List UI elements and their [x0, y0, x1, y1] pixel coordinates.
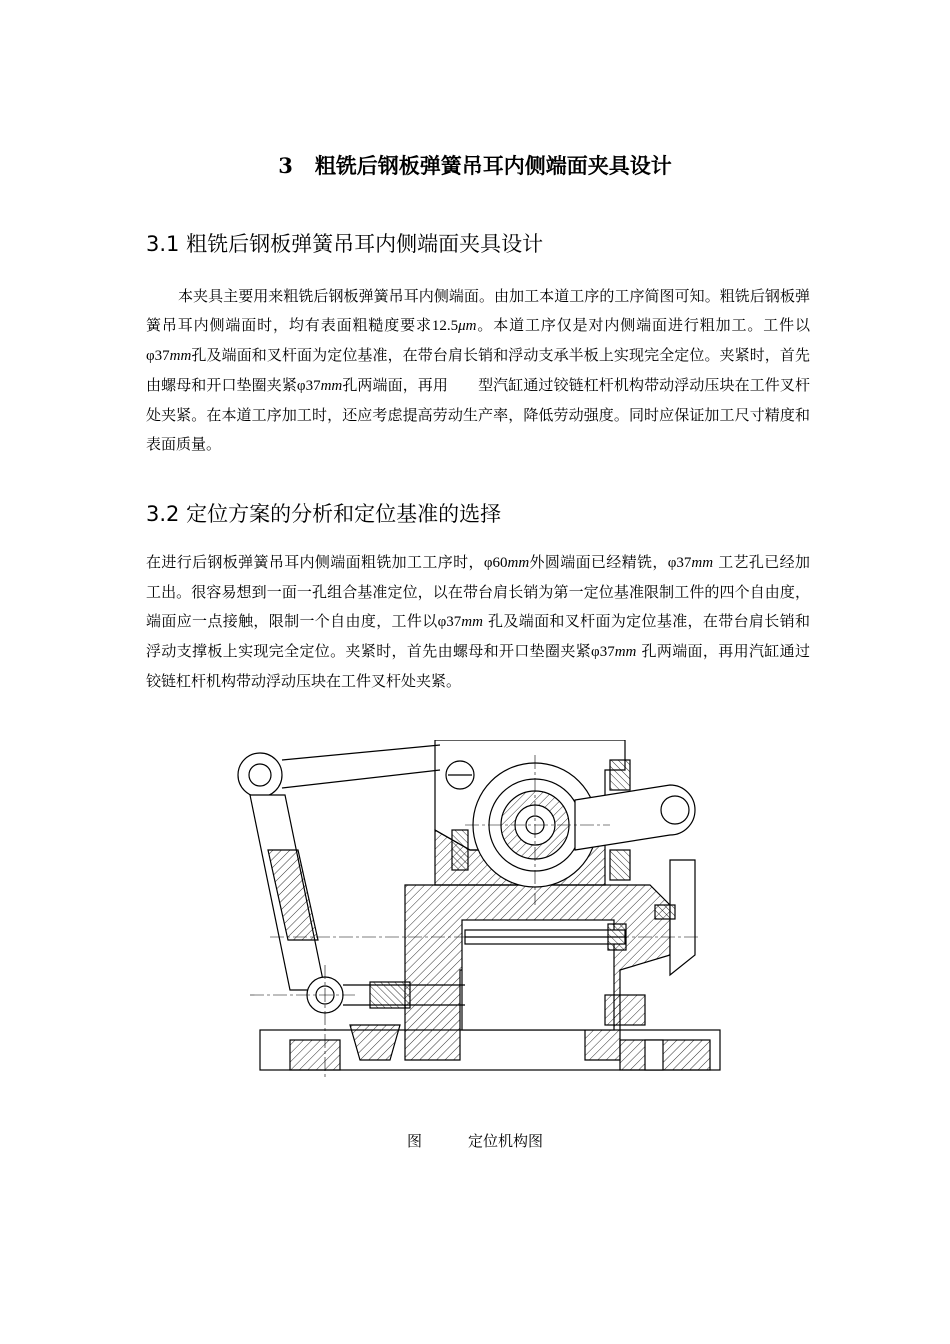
- section-heading-3-2: 3.2 定位方案的分析和定位基准的选择: [146, 502, 502, 526]
- text-run: 外圆端面已经精铣，: [529, 553, 668, 571]
- figure-title: 定位机构图: [468, 1132, 544, 1150]
- text-run: 本夹具主要用来粗铣后钢板弹簧吊耳内侧端面。由加工本道工序的工序简图可知。粗铣后钢板弹簧吊耳内侧端面时，均有表面粗糙度要求: [146, 287, 810, 334]
- fixture-drawing: [230, 740, 730, 1090]
- hole-diameter-formula: φ37mm: [296, 378, 343, 394]
- hole-diameter-formula: φ37mm: [437, 614, 483, 630]
- text-run: 孔两端面，再用: [342, 376, 448, 394]
- text-run: 工艺孔已经加工出。很容易想到一面一孔组合基准定位，以在带台肩长销为第一定位基准限制工件的四个自由度，端面应一点接触，限制一个自由度，工件以: [146, 553, 810, 630]
- section-heading-3-1: 3.1 粗铣后钢板弹簧吊耳内侧端面夹具设计: [146, 232, 544, 256]
- chapter-number: 3: [278, 153, 293, 178]
- section-3-1-paragraph: [146, 282, 810, 459]
- hole-diameter-formula: φ37mm: [146, 348, 192, 364]
- text-run: 型汽缸通过铰链杠杆机构带动浮动压块在工件叉杆处夹紧。在本道工序加工时，还应考虑提高劳动生产率，降低劳动强度。同时应保证加工尺寸精度和表面质量。: [146, 376, 810, 453]
- roughness-formula: 12.5μm: [431, 318, 477, 334]
- text-run: 孔及端面和叉杆面为定位基准，在带台肩长销和浮动支承半板上实现完全定位。夹紧时，首先由螺母和开口垫圈夹紧: [146, 346, 810, 394]
- chapter-title: [0, 150, 950, 180]
- chapter-title-text: 粗铣后钢板弹簧吊耳内侧端面夹具设计: [314, 153, 672, 178]
- figure-label: 图: [406, 1132, 422, 1150]
- text-run: 孔及端面和叉杆面为定位基准，在带台肩长销和浮动支撑板上实现完全定位。夹紧时，首先由螺母和开口垫圈夹紧: [146, 612, 810, 660]
- figure-caption: [0, 1130, 950, 1151]
- text-run: 在进行后钢板弹簧吊耳内侧端面粗铣加工工序时，: [146, 553, 484, 571]
- text-run: 。本道工序仅是对内侧端面进行粗加工。工件以: [476, 316, 810, 334]
- locating-screw: [452, 830, 468, 870]
- outer-diameter-formula: φ60mm: [483, 555, 530, 571]
- base-block-right: [620, 1040, 710, 1070]
- hole-diameter-formula: φ37mm: [591, 644, 637, 660]
- hole-diameter-formula: φ37mm: [667, 555, 714, 571]
- section-3-2-paragraph: [146, 548, 810, 696]
- base-block-left: [290, 1040, 340, 1070]
- text-run: 孔两端面，再用汽缸通过铰链杠杆机构带动浮动压块在工件叉杆处夹紧。: [146, 642, 810, 690]
